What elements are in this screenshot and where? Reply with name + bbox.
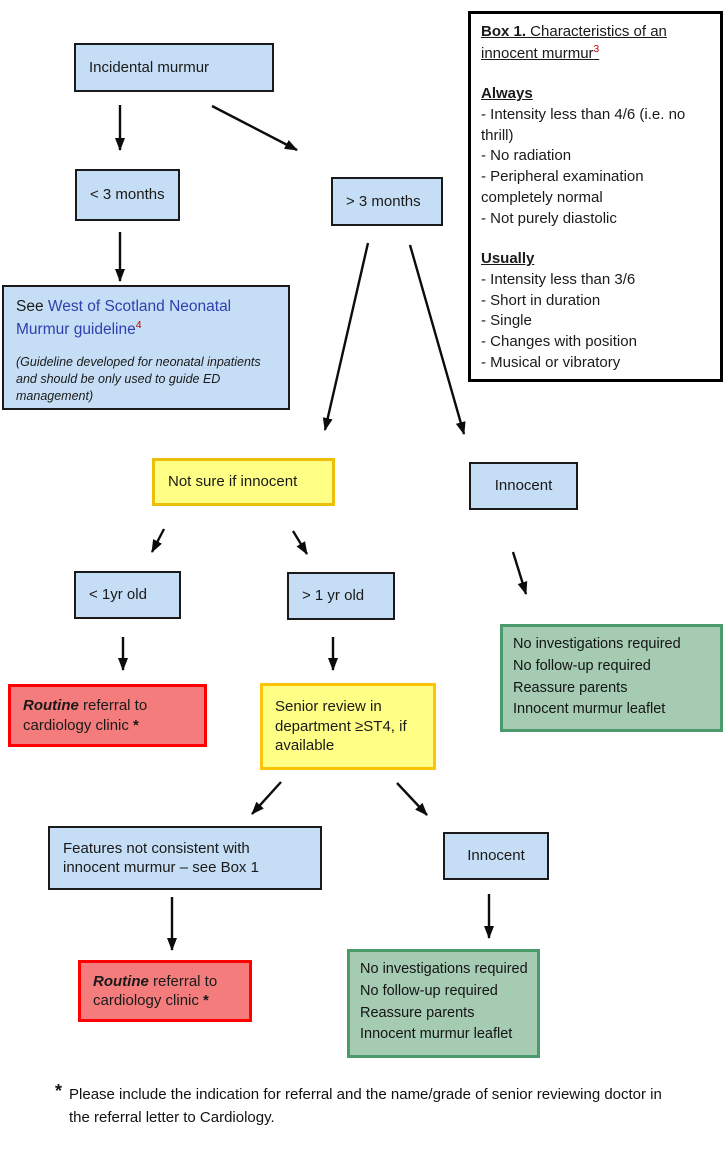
- node-over-1yr-old: [287, 572, 395, 620]
- box1-always-heading: Always: [481, 85, 533, 103]
- referral-asterisk: *: [203, 992, 209, 1009]
- box1-usually-item: - Single: [481, 312, 532, 330]
- node-innocent-2: [443, 832, 549, 880]
- node-label: Incidental murmur: [89, 58, 210, 76]
- arrow-innocent1-to-outcome1: [513, 552, 526, 594]
- node-features-not-consistent: [48, 826, 322, 890]
- node-no-investigations-1: [500, 624, 723, 732]
- footnote: [55, 1083, 680, 1130]
- node-label: > 3 months: [346, 192, 421, 210]
- arrow-notsure-to-over1yr: [293, 531, 307, 554]
- box1-characteristics-panel: [468, 11, 723, 382]
- neonatal-superscript: 4: [135, 318, 142, 331]
- box1-title-superscript: 3: [593, 43, 600, 55]
- referral-asterisk: *: [133, 716, 139, 734]
- node-label: Innocent: [467, 847, 525, 865]
- outcome-line: Reassure parents: [513, 679, 628, 696]
- node-label: < 1yr old: [89, 586, 147, 604]
- node-no-investigations-2: [347, 949, 540, 1058]
- arrow-over3-to-notsure: [325, 243, 368, 430]
- box1-always-item: - Not purely diastolic: [481, 209, 617, 227]
- node-label: Innocent: [494, 477, 553, 495]
- node-incidental-murmur: [74, 43, 274, 92]
- box1-always-item: - No radiation: [481, 147, 572, 165]
- footnote-text: Please include the indication for referral and the name/grade of senior reviewing doctor in the referral letter to Cardiology.: [69, 1086, 662, 1127]
- node-routine-referral-2: [78, 960, 252, 1022]
- outcome-line: No follow-up required: [360, 982, 498, 999]
- box1-usually-item: - Changes with position: [481, 332, 637, 350]
- spacer: [481, 229, 710, 249]
- node-label: Not sure if innocent: [168, 473, 298, 491]
- spacer: [481, 64, 710, 84]
- arrow-senior-to-innocent2: [397, 783, 427, 815]
- node-over-3-months: [331, 177, 443, 226]
- box1-always-item: - Intensity less than 4/6 (i.e. no thrill): [481, 106, 686, 144]
- outcome-line: No investigations required: [513, 636, 681, 652]
- node-label: Senior review in department ≥ST4, if available: [275, 698, 407, 755]
- outcome-line: Innocent murmur leaflet: [513, 701, 666, 718]
- box1-always-item: - Peripheral examination completely normal: [481, 168, 644, 206]
- outcome-line: Reassure parents: [360, 1004, 475, 1021]
- box1-title: Box 1. Characteristics of an innocent murmur$^3$: [481, 23, 667, 62]
- outcome-line: Innocent murmur leaflet: [360, 1026, 513, 1043]
- node-under-1yr-old: [74, 571, 181, 619]
- node-under-3-months: [75, 169, 180, 221]
- node-label: Features not consistent with innocent murmur – see Box 1: [63, 839, 259, 876]
- arrow-over3-to-innocent1: [410, 245, 464, 434]
- node-not-sure-if-innocent: [152, 458, 335, 506]
- footnote-asterisk: *: [55, 1081, 63, 1101]
- outcome-line: No investigations required: [360, 961, 528, 977]
- node-neonatal-guideline: [2, 285, 290, 410]
- box1-usually-item: - Intensity less than 3/6: [481, 270, 636, 288]
- neonatal-see-text: See: [16, 298, 48, 315]
- arrow-incidental-to-over3: [212, 106, 297, 150]
- node-label: Routine referral to cardiology clinic *: [23, 697, 148, 734]
- box1-usually-item: - Musical or vibratory: [481, 353, 621, 371]
- node-label: > 1 yr old: [302, 587, 365, 605]
- outcome-line: No follow-up required: [513, 657, 651, 674]
- neonatal-note: (Guideline developed for neonatal inpatients and should be only used to guide ED management): [16, 355, 261, 403]
- box1-usually-heading: Usually: [481, 250, 535, 268]
- node-innocent-1: [469, 462, 578, 510]
- arrow-senior-to-features: [252, 782, 281, 814]
- node-label: Routine referral to cardiology clinic *: [93, 972, 218, 1009]
- box1-usually-item: - Short in duration: [481, 291, 601, 309]
- node-senior-review: [260, 683, 436, 770]
- arrow-notsure-to-under1yr: [152, 529, 164, 552]
- neonatal-heading: [16, 297, 276, 341]
- node-routine-referral-1: [8, 684, 207, 747]
- neonatal-guideline-link[interactable]: West of Scotland Neonatal Murmur guideline: [16, 298, 232, 339]
- node-label: < 3 months: [90, 186, 165, 204]
